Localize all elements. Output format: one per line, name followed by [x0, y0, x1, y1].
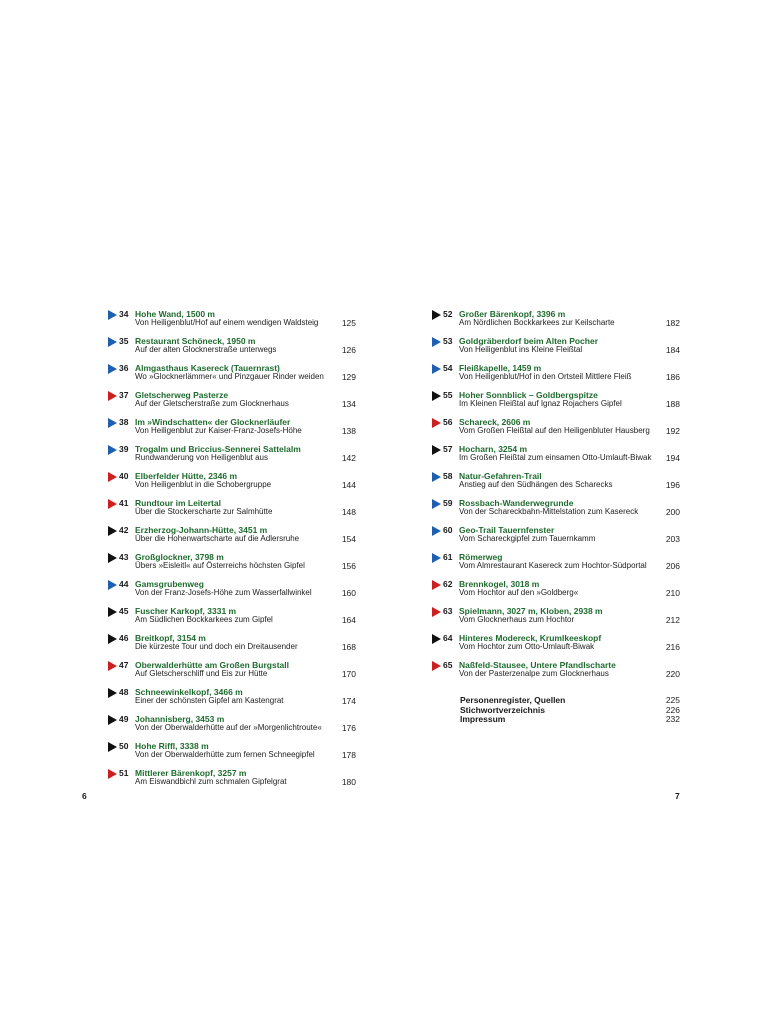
- entry-title: Restaurant Schöneck, 1950 m: [135, 336, 256, 346]
- toc-entry[interactable]: [430, 525, 680, 552]
- entry-page-number: 188: [665, 399, 680, 409]
- triangle-marker-icon: [108, 526, 117, 536]
- entry-number: 63: [443, 606, 453, 616]
- entry-title: Gamsgrubenweg: [135, 579, 204, 589]
- entry-page-number: 156: [341, 561, 356, 571]
- entry-title: Schareck, 2606 m: [459, 417, 531, 427]
- entry-subtitle: Vom Almrestaurant Kasereck zum Hochtor-Südportal: [459, 561, 647, 570]
- triangle-marker-icon: [432, 472, 441, 482]
- entry-number: 57: [443, 444, 453, 454]
- entry-number: 44: [119, 579, 129, 589]
- entry-subtitle: Auf der alten Glocknerstraße unterwegs: [135, 345, 277, 354]
- toc-entry[interactable]: [106, 498, 356, 525]
- toc-entry[interactable]: [430, 363, 680, 390]
- entry-number: 38: [119, 417, 129, 427]
- entry-title: Almgasthaus Kasereck (Tauernrast): [135, 363, 280, 373]
- entry-number: 65: [443, 660, 453, 670]
- toc-entry[interactable]: [106, 444, 356, 471]
- entry-title: Goldgräberdorf beim Alten Pocher: [459, 336, 599, 346]
- entry-page-number: 134: [341, 399, 356, 409]
- entry-page-number: 206: [665, 561, 680, 571]
- entry-page-number: 144: [341, 480, 356, 490]
- triangle-marker-icon: [108, 607, 117, 617]
- entry-subtitle: Von Heiligenblut/Hof in den Ortsteil Mittlere Fleiß: [459, 372, 632, 381]
- entry-page-number: 129: [341, 372, 356, 382]
- entry-number: 37: [119, 390, 129, 400]
- entry-page-number: 176: [341, 723, 356, 733]
- triangle-marker-icon: [108, 661, 117, 671]
- entry-number: 51: [119, 768, 129, 778]
- entry-page-number: 200: [665, 507, 680, 517]
- entry-title: Fuscher Karkopf, 3331 m: [135, 606, 237, 616]
- toc-entry[interactable]: [430, 390, 680, 417]
- entry-subtitle: Auf der Gletscherstraße zum Glocknerhaus: [135, 399, 289, 408]
- entry-subtitle: Am Südlichen Bockkarkees zum Gipfel: [135, 615, 273, 624]
- toc-entry[interactable]: [106, 471, 356, 498]
- entry-title: Rundtour im Leitertal: [135, 498, 221, 508]
- index-page-number: 225: [665, 695, 680, 705]
- index-label: Stichwortverzeichnis: [460, 704, 546, 715]
- toc-entry[interactable]: [106, 336, 356, 363]
- entry-page-number: 186: [665, 372, 680, 382]
- entry-number: 61: [443, 552, 453, 562]
- entry-subtitle: Im Großen Fleißtal zum einsamen Otto-Umlauft-Biwak: [459, 453, 652, 462]
- entry-title: Im »Windschatten« der Glocknerläufer: [135, 417, 291, 427]
- triangle-marker-icon: [108, 499, 117, 509]
- entry-page-number: 184: [665, 345, 680, 355]
- triangle-marker-icon: [108, 742, 117, 752]
- triangle-marker-icon: [432, 364, 441, 374]
- entry-number: 54: [443, 363, 453, 373]
- entry-title: Rossbach-Wanderwegrunde: [459, 498, 574, 508]
- toc-entry[interactable]: [106, 687, 356, 714]
- entry-page-number: 194: [665, 453, 680, 463]
- entry-number: 39: [119, 444, 129, 454]
- triangle-marker-icon: [432, 499, 441, 509]
- entry-title: Elberfelder Hütte, 2346 m: [135, 471, 238, 481]
- index-entry[interactable]: [460, 695, 680, 705]
- index-entry[interactable]: [460, 714, 680, 724]
- entry-page-number: 164: [341, 615, 356, 625]
- index-label: Impressum: [460, 714, 506, 724]
- entry-number: 36: [119, 363, 129, 373]
- toc-entry[interactable]: [430, 444, 680, 471]
- entry-page-number: 220: [665, 669, 680, 679]
- entry-subtitle: Vom Glocknerhaus zum Hochtor: [459, 615, 575, 624]
- toc-entry[interactable]: [430, 633, 680, 660]
- entry-number: 34: [119, 309, 129, 319]
- triangle-marker-icon: [108, 418, 117, 428]
- triangle-marker-icon: [108, 445, 117, 455]
- entry-title: Großglockner, 3798 m: [135, 552, 224, 562]
- index-page-number: 226: [665, 704, 680, 715]
- triangle-marker-icon: [108, 580, 117, 590]
- index-label: Personenregister, Quellen: [460, 695, 566, 705]
- entry-page-number: 196: [665, 480, 680, 490]
- toc-entry[interactable]: [106, 741, 356, 768]
- entry-page-number: 178: [341, 750, 356, 760]
- triangle-marker-icon: [108, 310, 117, 320]
- entry-title: Erzherzog-Johann-Hütte, 3451 m: [135, 525, 268, 535]
- page-number-right: 7: [675, 791, 680, 801]
- entry-subtitle: Einer der schönsten Gipfel am Kastengrat: [135, 696, 284, 705]
- toc-entry[interactable]: [430, 579, 680, 606]
- triangle-marker-icon: [108, 769, 117, 779]
- entry-title: Brennkogel, 3018 m: [459, 579, 540, 589]
- toc-entry[interactable]: [106, 309, 356, 336]
- triangle-marker-icon: [432, 661, 441, 671]
- entry-subtitle: Von der Franz-Josefs-Höhe zum Wasserfallwinkel: [135, 588, 312, 597]
- toc-entry[interactable]: [106, 714, 356, 741]
- entry-subtitle: Am Eiswandbichl zum schmalen Gipfelgrat: [135, 777, 287, 786]
- triangle-marker-icon: [432, 607, 441, 617]
- entry-number: 47: [119, 660, 129, 670]
- index-entry[interactable]: [460, 705, 680, 715]
- entry-title: Spielmann, 3027 m, Kloben, 2938 m: [459, 606, 603, 616]
- entry-subtitle: Auf Gletscherschliff und Eis zur Hütte: [135, 669, 268, 678]
- entry-number: 60: [443, 525, 453, 535]
- triangle-marker-icon: [108, 391, 117, 401]
- toc-entry[interactable]: [430, 417, 680, 444]
- entry-title: Hocharn, 3254 m: [459, 444, 528, 454]
- entry-number: 62: [443, 579, 453, 589]
- page-number-left: 6: [82, 791, 87, 801]
- entry-page-number: 170: [341, 669, 356, 679]
- entry-subtitle: Vom Großen Fleißtal auf den Heiligenbluter Hausberg: [459, 426, 650, 435]
- triangle-marker-icon: [432, 391, 441, 401]
- triangle-marker-icon: [432, 418, 441, 428]
- toc-entry[interactable]: [106, 525, 356, 552]
- entry-subtitle: Von Heiligenblut/Hof auf einem wendigen Waldsteig: [135, 318, 319, 327]
- entry-subtitle: Die kürzeste Tour und doch ein Dreitausender: [135, 642, 298, 651]
- entry-number: 48: [119, 687, 129, 697]
- entry-number: 64: [443, 633, 453, 643]
- entry-subtitle: Von Heiligenblut zur Kaiser-Franz-Josefs-Höhe: [135, 426, 302, 435]
- entry-page-number: 138: [341, 426, 356, 436]
- entry-number: 56: [443, 417, 453, 427]
- entry-subtitle: Über die Stockerscharte zur Salmhütte: [135, 507, 273, 516]
- triangle-marker-icon: [108, 553, 117, 563]
- entry-page-number: 180: [341, 777, 356, 787]
- entry-page-number: 154: [341, 534, 356, 544]
- entry-title: Gletscherweg Pasterze: [135, 390, 229, 400]
- triangle-marker-icon: [432, 580, 441, 590]
- entry-subtitle: Am Nördlichen Bockkarkees zur Keilscharte: [459, 318, 615, 327]
- entry-title: Hohe Riffl, 3338 m: [135, 741, 209, 751]
- entry-title: Fleißkapelle, 1459 m: [459, 363, 542, 373]
- entry-number: 41: [119, 498, 129, 508]
- entry-number: 53: [443, 336, 453, 346]
- entry-title: Mittlerer Bärenkopf, 3257 m: [135, 768, 247, 778]
- entry-number: 55: [443, 390, 453, 400]
- index-page-number: 232: [665, 714, 680, 724]
- entry-subtitle: Anstieg auf den Südhängen des Scharecks: [459, 480, 613, 489]
- entry-number: 43: [119, 552, 129, 562]
- entry-subtitle: Vom Hochtor zum Otto-Umlauft-Biwak: [459, 642, 595, 651]
- entry-page-number: 142: [341, 453, 356, 463]
- entry-subtitle: Vom Hochtor auf den »Goldberg«: [459, 588, 579, 597]
- entry-subtitle: Von der Pasterzenalpe zum Glocknerhaus: [459, 669, 609, 678]
- entry-subtitle: Wo »Glocknerlämmer« und Pinzgauer Rinder weiden: [135, 372, 324, 381]
- entry-title: Geo-Trail Tauernfenster: [459, 525, 555, 535]
- entry-title: Oberwalderhütte am Großen Burgstall: [135, 660, 289, 670]
- entry-subtitle: Von der Oberwalderhütte zum fernen Schneegipfel: [135, 750, 315, 759]
- toc-entry[interactable]: [430, 552, 680, 579]
- entry-subtitle: Von Heiligenblut in die Schobergruppe: [135, 480, 272, 489]
- entry-title: Trogalm und Briccius-Sennerei Sattelalm: [135, 444, 301, 454]
- index-list: [460, 695, 680, 724]
- entry-title: Natur-Gefahren-Trail: [459, 471, 542, 481]
- entry-page-number: 148: [341, 507, 356, 517]
- triangle-marker-icon: [432, 445, 441, 455]
- triangle-marker-icon: [108, 688, 117, 698]
- entry-title: Breitkopf, 3154 m: [135, 633, 206, 643]
- entry-number: 50: [119, 741, 129, 751]
- toc-entry[interactable]: [430, 309, 680, 336]
- toc-entry[interactable]: [430, 498, 680, 525]
- triangle-marker-icon: [108, 364, 117, 374]
- entry-title: Schneewinkelkopf, 3466 m: [135, 687, 243, 697]
- entry-subtitle: Von der Oberwalderhütte auf der »Morgenlichtroute«: [135, 723, 322, 732]
- triangle-marker-icon: [432, 553, 441, 563]
- entry-title: Hinteres Modereck, Krumlkeeskopf: [459, 633, 602, 643]
- triangle-marker-icon: [108, 634, 117, 644]
- entry-number: 52: [443, 309, 453, 319]
- entry-page-number: 216: [665, 642, 680, 652]
- entry-subtitle: Von der Schareckbahn-Mittelstation zum Kasereck: [459, 507, 639, 516]
- entry-subtitle: Im Kleinen Fleißtal auf Ignaz Rojachers Gipfel: [459, 399, 622, 408]
- entry-subtitle: Übers »Eisleitl« auf Österreichs höchsten Gipfel: [135, 561, 305, 570]
- toc-right: [430, 309, 680, 687]
- entry-number: 59: [443, 498, 453, 508]
- toc-entry[interactable]: [106, 768, 356, 795]
- entry-number: 46: [119, 633, 129, 643]
- triangle-marker-icon: [432, 634, 441, 644]
- toc-entry[interactable]: [106, 552, 356, 579]
- entry-page-number: 203: [665, 534, 680, 544]
- toc-entry[interactable]: [430, 606, 680, 633]
- entry-page-number: 126: [341, 345, 356, 355]
- entry-subtitle: Von Heiligenblut ins Kleine Fleißtal: [459, 345, 583, 354]
- entry-page-number: 125: [341, 318, 356, 328]
- entry-title: Naßfeld-Stausee, Untere Pfandlscharte: [459, 660, 616, 670]
- entry-page-number: 182: [665, 318, 680, 328]
- entry-number: 35: [119, 336, 129, 346]
- entry-title: Römerweg: [459, 552, 503, 562]
- entry-subtitle: Über die Hohenwartscharte auf die Adlersruhe: [135, 534, 300, 543]
- right-page: [384, 0, 768, 1024]
- entry-number: 58: [443, 471, 453, 481]
- toc-entry[interactable]: [430, 336, 680, 363]
- entry-page-number: 160: [341, 588, 356, 598]
- triangle-marker-icon: [432, 526, 441, 536]
- toc-entry[interactable]: [106, 390, 356, 417]
- entry-number: 45: [119, 606, 129, 616]
- toc-entry[interactable]: [106, 633, 356, 660]
- entry-page-number: 212: [665, 615, 680, 625]
- toc-left: [106, 309, 356, 795]
- toc-entry[interactable]: [106, 417, 356, 444]
- toc-entry[interactable]: [106, 579, 356, 606]
- entry-number: 49: [119, 714, 129, 724]
- entry-title: Hoher Sonnblick – Goldbergspitze: [459, 390, 598, 400]
- toc-entry[interactable]: [430, 660, 680, 687]
- entry-title: Johannisberg, 3453 m: [135, 714, 225, 724]
- entry-page-number: 192: [665, 426, 680, 436]
- entry-number: 42: [119, 525, 129, 535]
- entry-page-number: 174: [341, 696, 356, 706]
- entry-page-number: 168: [341, 642, 356, 652]
- triangle-marker-icon: [432, 310, 441, 320]
- entry-subtitle: Vom Schareckgipfel zum Tauernkamm: [459, 534, 596, 543]
- entry-title: Großer Bärenkopf, 3396 m: [459, 309, 566, 319]
- entry-title: Hohe Wand, 1500 m: [135, 309, 215, 319]
- triangle-marker-icon: [108, 337, 117, 347]
- triangle-marker-icon: [108, 472, 117, 482]
- toc-entry[interactable]: [106, 606, 356, 633]
- entry-subtitle: Rundwanderung von Heiligenblut aus: [135, 453, 268, 462]
- entry-page-number: 210: [665, 588, 680, 598]
- toc-entry[interactable]: [106, 660, 356, 687]
- toc-entry[interactable]: [106, 363, 356, 390]
- triangle-marker-icon: [432, 337, 441, 347]
- entry-number: 40: [119, 471, 129, 481]
- toc-entry[interactable]: [430, 471, 680, 498]
- triangle-marker-icon: [108, 715, 117, 725]
